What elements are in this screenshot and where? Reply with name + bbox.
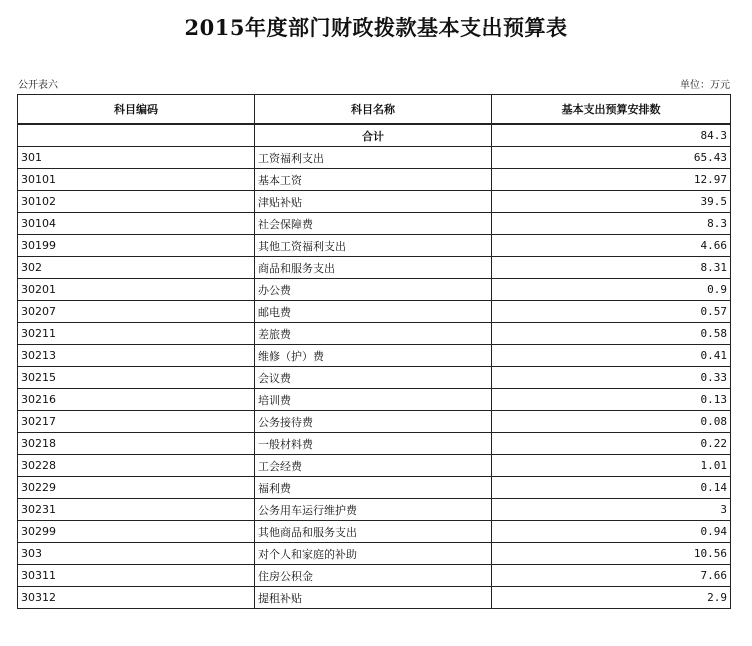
header-code: 科目编码	[18, 95, 255, 125]
table-row	[18, 389, 731, 411]
row-name: 社会保障费	[255, 213, 492, 235]
unit-label: 单位：万元	[680, 80, 730, 91]
row-name: 邮电费	[255, 301, 492, 323]
row-code: 30228	[18, 455, 255, 477]
row-code: 30101	[18, 169, 255, 191]
table-row	[18, 543, 731, 565]
row-code: 30231	[18, 499, 255, 521]
row-amount: 1.01	[492, 455, 731, 477]
total-amount: 84.3	[492, 124, 731, 147]
row-code: 30312	[18, 587, 255, 609]
row-amount: 8.3	[492, 213, 731, 235]
row-name: 培训费	[255, 389, 492, 411]
row-name: 办公费	[255, 279, 492, 301]
row-code: 30229	[18, 477, 255, 499]
table-row	[18, 147, 731, 169]
row-amount: 0.41	[492, 345, 731, 367]
table-row	[18, 411, 731, 433]
row-amount: 7.66	[492, 565, 731, 587]
table-row	[18, 565, 731, 587]
table-row	[18, 169, 731, 191]
table-row	[18, 213, 731, 235]
row-name: 基本工资	[255, 169, 492, 191]
table-row	[18, 455, 731, 477]
row-name: 公务用车运行维护费	[255, 499, 492, 521]
header-name: 科目名称	[255, 95, 492, 125]
table-row	[18, 433, 731, 455]
table-row	[18, 345, 731, 367]
table-row	[18, 477, 731, 499]
table-row	[18, 257, 731, 279]
budget-table	[17, 94, 731, 609]
table-row	[18, 191, 731, 213]
row-name: 公务接待费	[255, 411, 492, 433]
total-row	[18, 124, 731, 147]
total-code	[18, 124, 255, 147]
row-amount: 2.9	[492, 587, 731, 609]
row-amount: 0.22	[492, 433, 731, 455]
row-amount: 4.66	[492, 235, 731, 257]
table-row	[18, 521, 731, 543]
row-name: 其他工资福利支出	[255, 235, 492, 257]
row-code: 30199	[18, 235, 255, 257]
table-header-row	[18, 95, 731, 125]
row-amount: 0.94	[492, 521, 731, 543]
row-name: 一般材料费	[255, 433, 492, 455]
row-amount: 0.33	[492, 367, 731, 389]
row-amount: 12.97	[492, 169, 731, 191]
row-code: 30102	[18, 191, 255, 213]
row-code: 30311	[18, 565, 255, 587]
row-amount: 0.9	[492, 279, 731, 301]
table-row	[18, 235, 731, 257]
row-amount: 0.13	[492, 389, 731, 411]
row-code: 301	[18, 147, 255, 169]
row-code: 30213	[18, 345, 255, 367]
row-code: 30211	[18, 323, 255, 345]
row-code: 30201	[18, 279, 255, 301]
row-amount: 0.57	[492, 301, 731, 323]
row-name: 福利费	[255, 477, 492, 499]
row-amount: 0.08	[492, 411, 731, 433]
row-name: 差旅费	[255, 323, 492, 345]
row-amount: 0.58	[492, 323, 731, 345]
row-name: 会议费	[255, 367, 492, 389]
row-name: 对个人和家庭的补助	[255, 543, 492, 565]
table-row	[18, 587, 731, 609]
row-amount: 8.31	[492, 257, 731, 279]
table-row	[18, 323, 731, 345]
row-name: 商品和服务支出	[255, 257, 492, 279]
row-code: 30217	[18, 411, 255, 433]
row-name: 工资福利支出	[255, 147, 492, 169]
row-code: 30207	[18, 301, 255, 323]
row-name: 工会经费	[255, 455, 492, 477]
row-name: 维修（护）费	[255, 345, 492, 367]
row-amount: 3	[492, 499, 731, 521]
row-code: 303	[18, 543, 255, 565]
table-row	[18, 301, 731, 323]
row-amount: 0.14	[492, 477, 731, 499]
row-name: 其他商品和服务支出	[255, 521, 492, 543]
table-row	[18, 279, 731, 301]
row-amount: 39.5	[492, 191, 731, 213]
row-code: 30218	[18, 433, 255, 455]
row-name: 住房公积金	[255, 565, 492, 587]
row-amount: 65.43	[492, 147, 731, 169]
table-row	[18, 367, 731, 389]
row-code: 30215	[18, 367, 255, 389]
row-code: 30104	[18, 213, 255, 235]
row-code: 30299	[18, 521, 255, 543]
total-label: 合计	[255, 124, 492, 147]
header-amount: 基本支出预算安排数	[492, 95, 731, 125]
row-code: 30216	[18, 389, 255, 411]
table-row	[18, 499, 731, 521]
page-title: 2015年度部门财政拨款基本支出预算表	[184, 15, 568, 40]
form-label: 公开表六	[18, 80, 58, 91]
row-name: 提租补贴	[255, 587, 492, 609]
row-name: 津贴补贴	[255, 191, 492, 213]
row-code: 302	[18, 257, 255, 279]
row-amount: 10.56	[492, 543, 731, 565]
